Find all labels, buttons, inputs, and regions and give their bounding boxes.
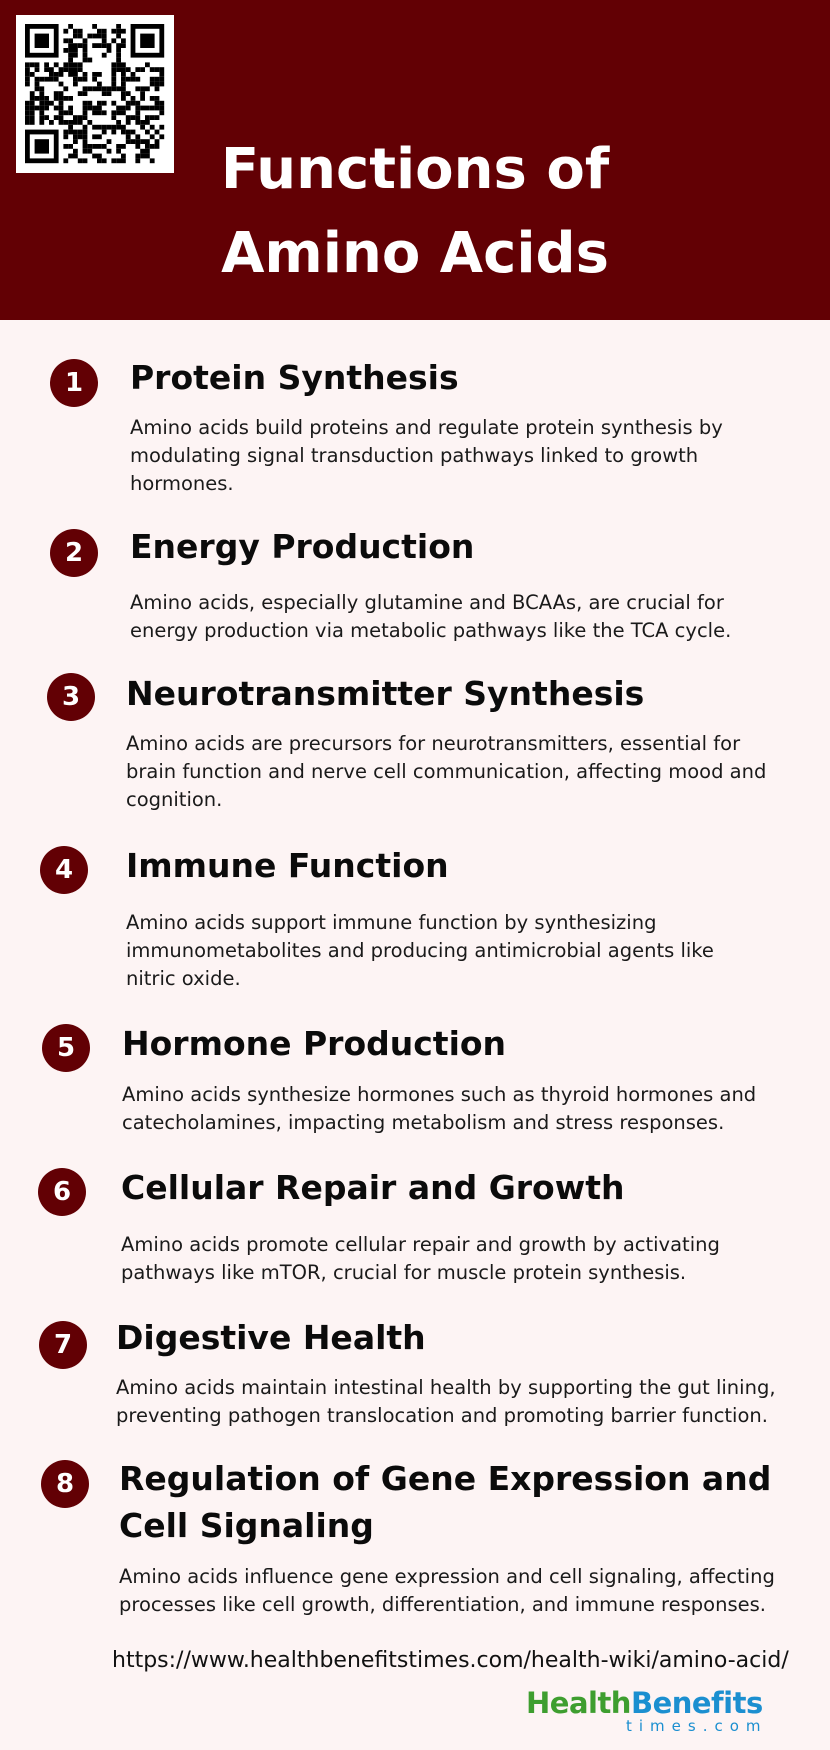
item-heading: Digestive Health <box>116 1318 426 1357</box>
header-banner <box>0 0 830 320</box>
item-description <box>130 589 790 645</box>
description-line: energy production via metabolic pathways like the TCA cycle. <box>130 619 732 642</box>
number-badge: 5 <box>42 1024 90 1072</box>
description-line: Amino acids are precursors for neurotransmitters, essential for <box>126 732 741 755</box>
item-heading: Protein Synthesis <box>130 358 459 397</box>
description-line: immunometabolites and producing antimicrobial agents like <box>126 939 714 962</box>
description-line: cognition. <box>126 788 223 811</box>
description-line: catecholamines, impacting metabolism and stress responses. <box>122 1111 725 1134</box>
description-line: nitric oxide. <box>126 967 241 990</box>
item-heading: Cellular Repair and Growth <box>121 1168 625 1207</box>
item-description <box>126 909 786 993</box>
description-line: modulating signal transduction pathways linked to growth <box>130 444 699 467</box>
description-line: Amino acids influence gene expression and cell signaling, affecting <box>119 1565 775 1588</box>
brand-logo <box>526 1686 768 1736</box>
source-url: https://www.healthbenefitstimes.com/health-wiki/amino-acid/ <box>112 1648 789 1673</box>
number-badge: 8 <box>41 1460 89 1508</box>
title-line-1: Functions of <box>220 137 610 202</box>
item-description <box>119 1563 779 1619</box>
logo-health-text: Health <box>526 1686 631 1720</box>
description-line: Amino acids maintain intestinal health by supporting the gut lining, <box>116 1376 776 1399</box>
item-heading: Energy Production <box>130 527 475 566</box>
item-description <box>130 414 790 498</box>
item-heading: Hormone Production <box>122 1024 507 1063</box>
item-description <box>122 1081 782 1137</box>
logo-wordmark <box>526 1686 763 1720</box>
item-heading: Immune Function <box>126 846 449 885</box>
title-line-2: Amino Acids <box>221 221 609 286</box>
item-description <box>126 730 786 814</box>
description-line: Amino acids, especially glutamine and BCAAs, are crucial for <box>130 591 724 614</box>
number-badge: 7 <box>39 1321 87 1369</box>
description-line: Amino acids build proteins and regulate protein synthesis by <box>130 416 723 439</box>
item-description <box>121 1231 781 1287</box>
description-line: pathways like mTOR, crucial for muscle protein synthesis. <box>121 1261 687 1284</box>
number-badge: 3 <box>47 673 95 721</box>
item-description <box>116 1374 776 1430</box>
number-badge: 2 <box>50 529 98 577</box>
description-line: preventing pathogen translocation and promoting barrier function. <box>116 1404 768 1427</box>
description-line: Amino acids synthesize hormones such as thyroid hormones and <box>122 1083 757 1106</box>
item-heading: Regulation of Gene Expression and <box>119 1459 772 1498</box>
description-line: processes like cell growth, differentiation, and immune responses. <box>119 1593 766 1616</box>
description-line: hormones. <box>130 472 234 495</box>
description-line: Amino acids support immune function by synthesizing <box>126 911 657 934</box>
item-heading-line-2: Cell Signaling <box>119 1506 374 1545</box>
logo-benefits-text: Benefits <box>630 1686 763 1720</box>
number-badge: 6 <box>38 1168 86 1216</box>
page-title <box>150 128 680 296</box>
description-line: Amino acids promote cellular repair and growth by activating <box>121 1233 720 1256</box>
item-heading: Neurotransmitter Synthesis <box>126 674 645 713</box>
description-line: brain function and nerve cell communication, affecting mood and <box>126 760 767 783</box>
number-badge: 4 <box>40 846 88 894</box>
number-badge: 1 <box>50 359 98 407</box>
logo-times-text: times.com <box>626 1717 768 1735</box>
